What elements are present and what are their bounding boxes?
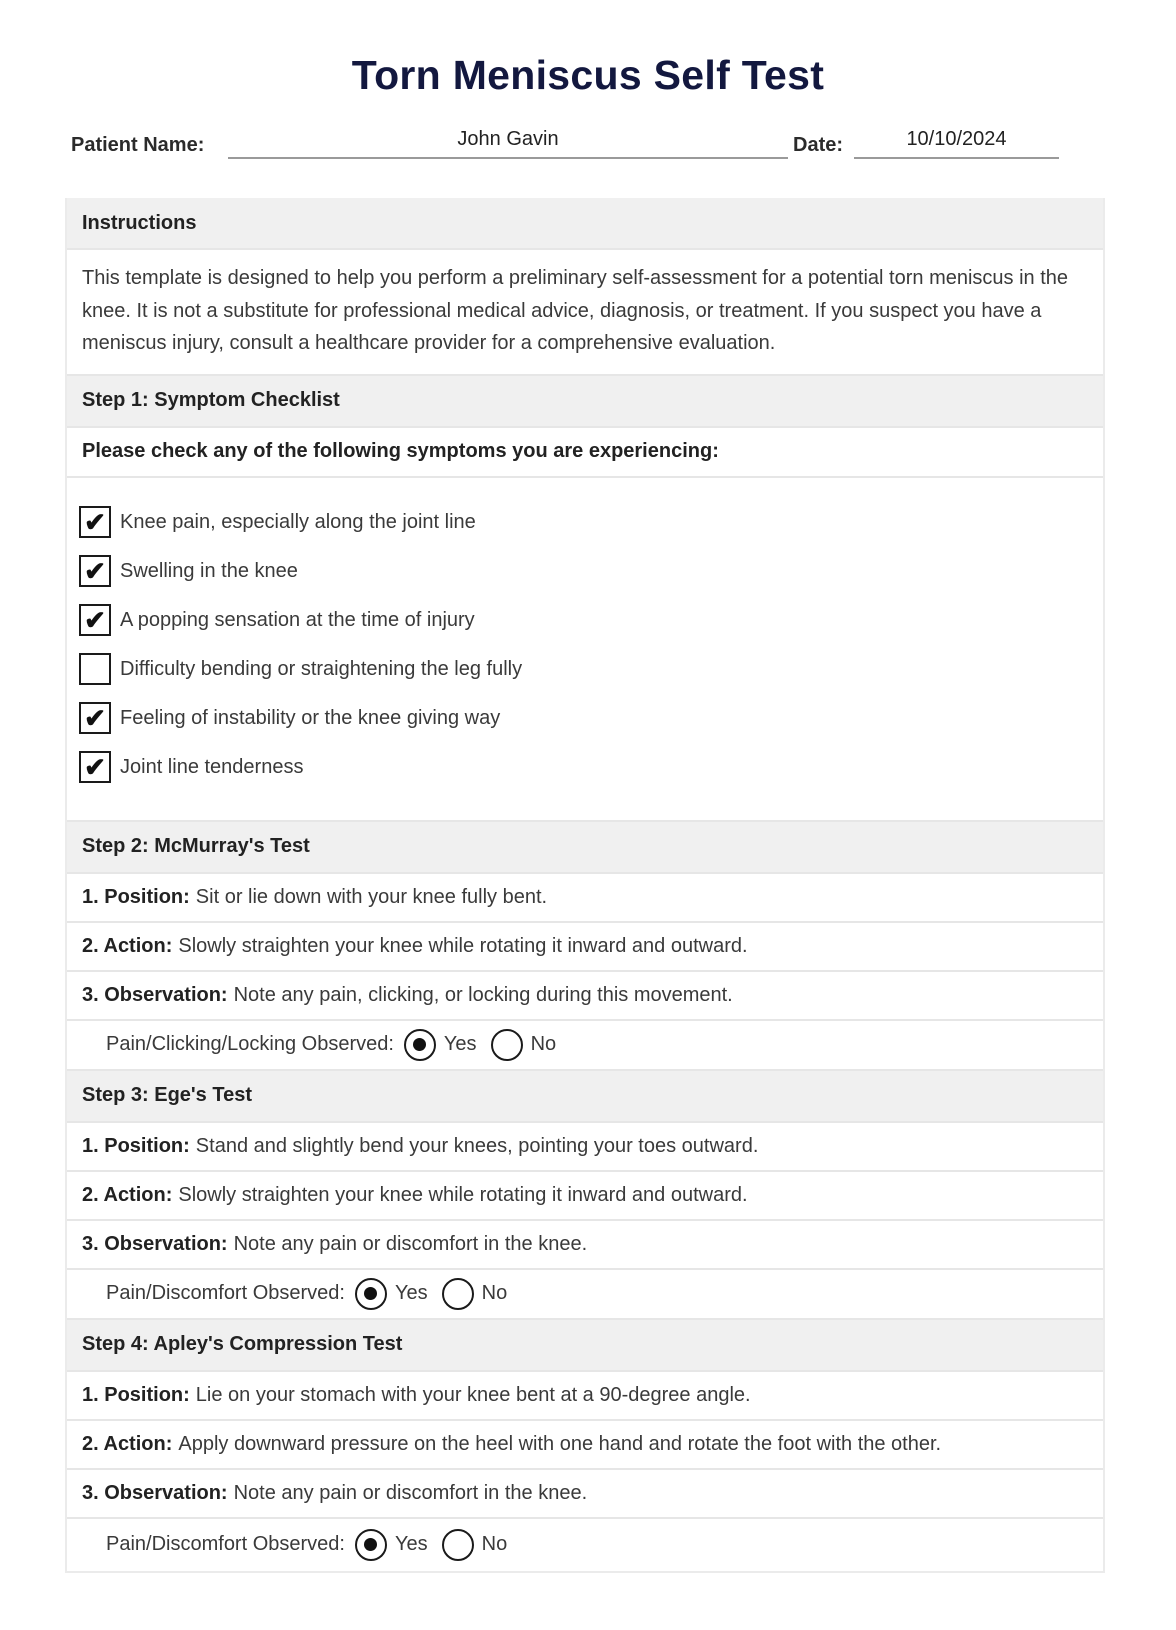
step-row-label: 3. Observation: [82,1232,228,1255]
checkbox-checked-icon[interactable]: ✔ [79,604,111,636]
step2-observed-radio-group [67,1021,1103,1071]
symptom-item[interactable] [79,547,1103,596]
radio-no-icon[interactable] [442,1529,474,1561]
step-row-text: Sit or lie down with your knee fully bent. [195,885,548,908]
step2-action-row [67,923,1103,972]
checkbox-unchecked-icon[interactable] [79,653,111,685]
step4-action-row [67,1421,1103,1470]
checkbox-checked-icon[interactable]: ✔ [79,506,111,538]
observed-label: Pain/Clicking/Locking Observed: [106,1033,394,1055]
step-row-label: 3. Observation: [82,1481,228,1504]
radio-yes-label[interactable]: Yes [394,1282,428,1304]
symptom-label: Knee pain, especially along the joint line [120,510,476,533]
step-row-text: Stand and slightly bend your knees, pointing your toes outward. [195,1134,759,1157]
radio-yes-selected-icon[interactable] [404,1029,436,1061]
symptom-label: A popping sensation at the time of injury [120,608,475,631]
patient-name-underline [228,157,788,159]
patient-info-row [71,120,1106,160]
symptom-checklist [67,478,1103,822]
self-test-form [65,198,1105,1573]
step2-position-row [67,874,1103,923]
step-row-label: 1. Position: [82,1383,190,1406]
step-row-label: 1. Position: [82,1134,190,1157]
radio-yes-selected-icon[interactable] [355,1278,387,1310]
step-row-label: 3. Observation: [82,983,228,1006]
symptom-label: Joint line tenderness [120,755,304,778]
step3-heading: Step 3: Ege's Test [67,1071,1103,1123]
symptom-label: Feeling of instability or the knee giving way [120,706,501,729]
step-row-text: Slowly straighten your knee while rotating it inward and outward. [178,1183,748,1206]
instructions-heading: Instructions [67,198,1103,250]
step4-observation-row [67,1470,1103,1519]
step3-observed-radio-group [67,1270,1103,1320]
radio-no-icon[interactable] [442,1278,474,1310]
step-row-text: Note any pain or discomfort in the knee. [233,1232,588,1255]
date-underline [854,157,1059,159]
symptom-item[interactable] [79,743,1103,792]
step2-observation-row [67,972,1103,1021]
symptom-item[interactable] [79,498,1103,547]
step-row-label: 2. Action: [82,1183,173,1206]
radio-yes-label[interactable]: Yes [394,1533,428,1555]
step4-observed-radio-group [67,1519,1103,1571]
checkbox-checked-icon[interactable]: ✔ [79,751,111,783]
radio-dot-icon [364,1287,377,1300]
radio-dot-icon [413,1038,426,1051]
instructions-body: This template is designed to help you perform a preliminary self-assessment for a potential torn meniscus in the knee. It is not a substitute for professional medical advice, diagnosis, or treatment. If you suspect you have a meniscus injury, consult a healthcare provider for a comprehensive evaluation. [67,250,1103,376]
step1-heading: Step 1: Symptom Checklist [67,376,1103,428]
step-row-text: Lie on your stomach with your knee bent at a 90-degree angle. [195,1383,751,1406]
checkbox-checked-icon[interactable]: ✔ [79,555,111,587]
radio-dot-icon [364,1538,377,1551]
radio-no-label[interactable]: No [481,1282,508,1304]
step2-heading: Step 2: McMurray's Test [67,822,1103,874]
patient-name-label: Patient Name: [71,134,205,156]
checkbox-checked-icon[interactable]: ✔ [79,702,111,734]
date-value: 10/10/2024 [906,128,1007,150]
step4-position-row [67,1372,1103,1421]
step-row-text: Note any pain or discomfort in the knee. [233,1481,588,1504]
observed-label: Pain/Discomfort Observed: [106,1533,345,1555]
observed-label: Pain/Discomfort Observed: [106,1282,345,1304]
radio-no-icon[interactable] [491,1029,523,1061]
step3-position-row [67,1123,1103,1172]
step-row-label: 1. Position: [82,885,190,908]
step-row-text: Apply downward pressure on the heel with one hand and rotate the foot with the other. [178,1432,942,1455]
radio-no-label[interactable]: No [481,1533,508,1555]
symptom-label: Swelling in the knee [120,559,298,582]
radio-yes-selected-icon[interactable] [355,1529,387,1561]
step-row-label: 2. Action: [82,934,173,957]
page-title: Torn Meniscus Self Test [351,52,825,98]
patient-name-value: John Gavin [457,128,559,150]
step1-prompt: Please check any of the following symptoms you are experiencing: [67,428,1103,478]
step3-observation-row [67,1221,1103,1270]
step-row-text: Slowly straighten your knee while rotating it inward and outward. [178,934,748,957]
step4-heading: Step 4: Apley's Compression Test [67,1320,1103,1372]
radio-yes-label[interactable]: Yes [443,1033,477,1055]
step-row-text: Note any pain, clicking, or locking during this movement. [233,983,733,1006]
symptom-item[interactable] [79,694,1103,743]
symptom-label: Difficulty bending or straightening the leg fully [120,657,523,680]
step3-action-row [67,1172,1103,1221]
radio-no-label[interactable]: No [530,1033,557,1055]
symptom-item[interactable] [79,596,1103,645]
date-label: Date: [793,134,844,156]
symptom-item[interactable] [79,645,1103,694]
step-row-label: 2. Action: [82,1432,173,1455]
